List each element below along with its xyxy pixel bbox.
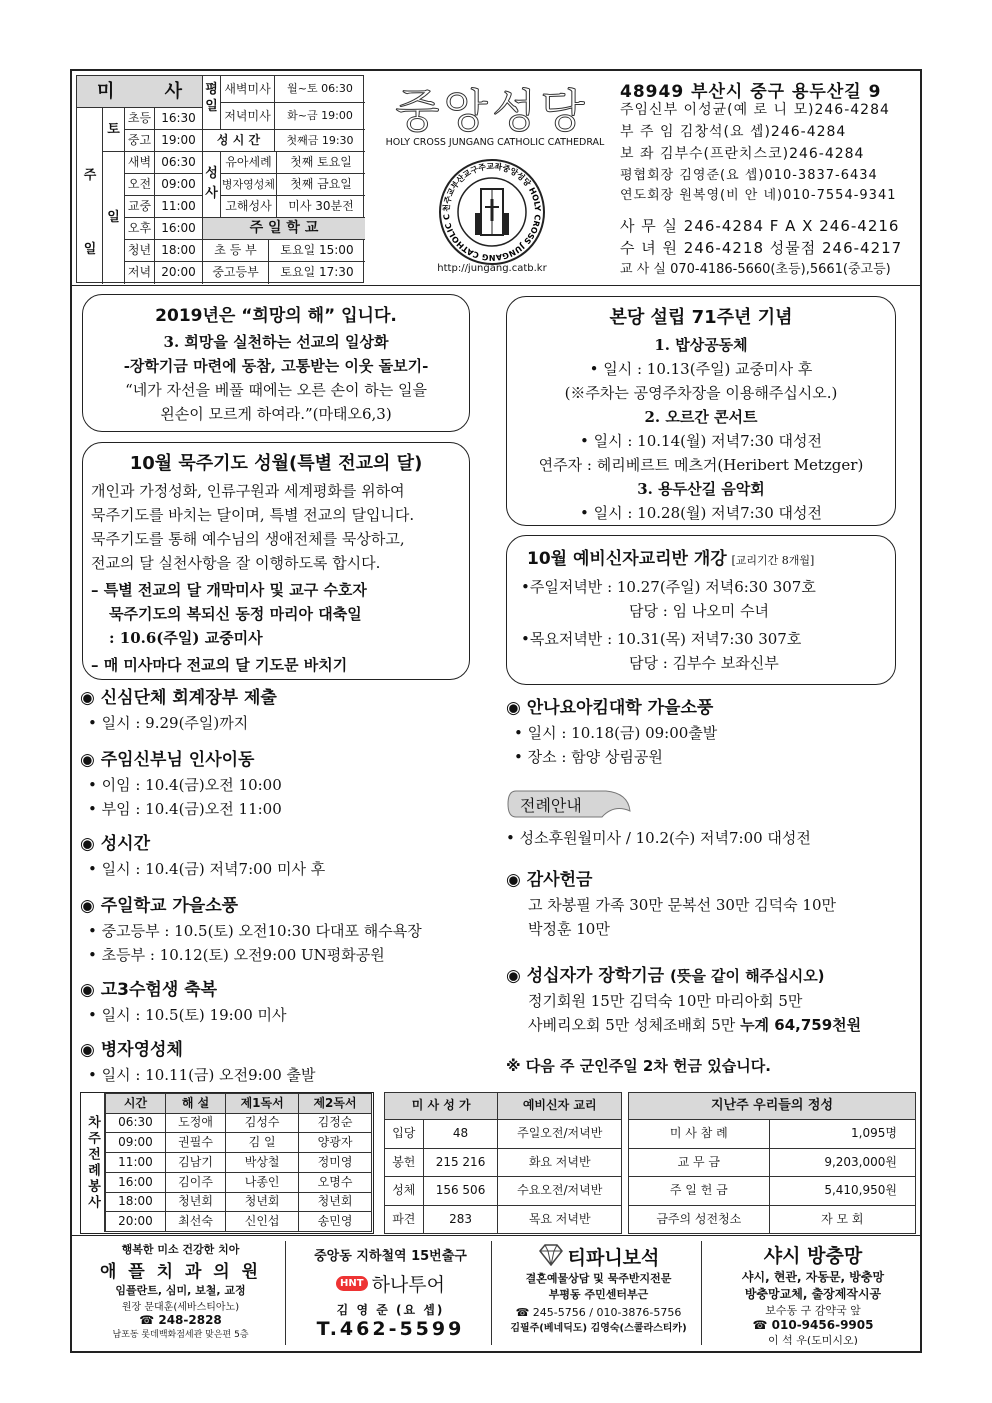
notice-heading: ◉ 주일학교 가을소풍 (80, 896, 239, 916)
ministry-grid: 시간 해 설 제1독서 제2독서 06:30 도정애 김성수 김정순 09:00 권필수 김 일 양광자 11:00 김남기 박상철 정미영 16:00 김이주 나종인 오명수 18:00 청년회 청년회 청년회 20:00 최선숙 신인섭 송민영 (105, 1093, 372, 1232)
notice-line: • 장소 : 함양 상림공원 (514, 748, 663, 766)
staff-row: 보 좌 김부수(프란치스코)246-4284 (620, 146, 865, 162)
svg-text:천주교부산교구주교좌중앙성당 HOLY CROSS JUNG: 천주교부산교구주교좌중앙성당 HOLY CROSS JUNGANG CATHOLIC C (441, 161, 543, 263)
rosary-bullet: – 특별 전교의 달 개막미사 및 교구 수호자 (91, 581, 367, 599)
notice-line: • 일시 : 10.5(토) 19:00 미사 (88, 1006, 287, 1024)
hanatour-logo-icon: HNT (336, 1276, 368, 1291)
notice-section (80, 831, 325, 881)
anniversary-item: 3. 용두산길 음악회 (637, 480, 765, 498)
notice-line: 고 차봉필 가족 30만 문복선 30만 김덕숙 10만 (528, 896, 836, 914)
weekday-label: 평일 (203, 76, 221, 130)
notice-heading: ◉ 성십자가 장학기금 (506, 966, 665, 986)
rosary-text: 개인과 가정성화, 인류구원과 세계평화를 위하여 (91, 482, 405, 500)
anniversary-item: (※주차는 공영주차장을 이용해주십시오.) (564, 384, 838, 402)
staff-row: 주임신부 이성균(예 로 니 모)246-4284 (620, 102, 890, 118)
catechumen-class: •주일저녁반 : 10.27(주일) 저녁6:30 307호 (521, 578, 816, 596)
anniversary-title: 본당 설립 71주년 기념 (609, 307, 793, 328)
notice-section (80, 685, 277, 735)
sat-label: 토 (103, 108, 125, 152)
liturgy-tag-label: 전례안내 (520, 796, 582, 815)
contact-row: 수 녀 원 246-4218 성물점 246-4217 (620, 239, 903, 257)
offering-table: 지난주 우리들의 정성 미 사 참 례 1,095명 교 무 금 9,203,000원 주 일 헌 금 5,410,950원 금주의 성전청소 자 모 회 (628, 1092, 916, 1234)
liturgy-line: • 성소후원월미사 / 10.2(수) 저녁7:00 대성전 (506, 829, 811, 847)
sun-label: 일 (103, 152, 125, 284)
catechumen-title: 10월 예비신자교리반 개강 (527, 549, 727, 569)
catechumen-teacher: 담당 : 임 나오미 수녀 (629, 602, 770, 620)
hope-year-subtitle: 3. 희망을 실천하는 선교의 일상화 (163, 333, 389, 351)
notice-line: • 중고등부 : 10.5(토) 오전10:30 다대포 해수욕장 (88, 922, 422, 940)
notice-heading: ◉ 신심단체 회계장부 제출 (80, 688, 277, 708)
church-seal-icon (437, 157, 547, 267)
scholarship-section (506, 963, 861, 1037)
rosary-bullet: 묵주기도의 복되신 동정 마리아 대축일 (109, 605, 362, 623)
notice-section (80, 1037, 316, 1087)
hope-year-quote: 왼손이 모르게 하여라.”(마태오6,3) (160, 405, 392, 423)
holy-hour-row: 성 시 간 첫째금 19:30 (203, 130, 365, 152)
rosary-month-box (82, 442, 470, 680)
notice-line: • 이임 : 10.4(금)오전 10:00 (88, 776, 282, 794)
sunday-school-title: 주 일 학 교 (203, 218, 365, 240)
staff-row: 평협회장 김영준(요 셉)010-3837-6434 (620, 168, 878, 183)
dental-clinic-ad: 행복한 미소 건강한 치아 애 플 치 과 의 원 임플란트, 심미, 보철, 교정 원장 문대훈(세바스티아노) ☎ 248-2828 남포동 롯데백화점세관 맞은편 5층 (76, 1241, 286, 1345)
notice-line: 정기회원 15만 김덕숙 10만 마리아회 5만 (528, 992, 803, 1010)
staff-row: 부 주 임 김창석(요 셉)246-4284 (620, 124, 847, 140)
hope-year-title: 2019년은 “희망의 해” 입니다. (155, 306, 397, 326)
diamond-icon (538, 1244, 564, 1270)
ministry-table (80, 1092, 374, 1234)
notice-heading: ◉ 병자영성체 (80, 1040, 183, 1060)
anniversary-item: • 일시 : 10.13(주일) 교중미사 후 (589, 360, 813, 378)
anniversary-item: • 일시 : 10.28(월) 저녁7:30 대성전 (580, 504, 822, 522)
scholarship-total: 누계 64,759천원 (740, 1016, 862, 1034)
next-week-notice: ※ 다음 주 군인주일 2차 헌금 있습니다. (506, 1057, 771, 1075)
anniversary-item: • 일시 : 10.14(월) 저녁7:30 대성전 (580, 432, 822, 450)
church-name: 중앙성당 (395, 84, 589, 138)
travel-agency-ad: 중앙동 지하철역 15번출구 HNT 하나투어 김 영 준 (요 셉) T.462-5599 (290, 1241, 492, 1345)
church-url: http://jungang.catb.kr (437, 263, 547, 274)
hope-year-subtitle2: -장학기금 마련에 동참, 고통받는 이웃 돌보기- (123, 357, 429, 375)
notice-section (80, 893, 422, 967)
sat-rows: 초등 16:30 중고 19:00 (125, 108, 203, 152)
staff-row: 연도회장 원복영(비 안 네)010-7554-9341 (620, 188, 897, 203)
mass-title: 미 사 (77, 76, 203, 108)
bulletin-page (70, 69, 922, 1353)
ads-divider (72, 1235, 920, 1236)
contact-row: 교 사 실 070-4186-5660(초등),5661(중고등) (620, 262, 891, 277)
notice-line: • 부임 : 10.4(금)오전 11:00 (88, 800, 282, 818)
notice-line: • 일시 : 9.29(주일)까지 (88, 714, 249, 732)
jewelry-ad: 티파니보석 결혼예물상담 및 묵주반지전문 부평동 주민센터부근 ☎ 245-5756 / 010-3876-5756 김필주(베네딕도) 김영숙(스콜라스티카) (496, 1241, 702, 1345)
sacrament-label: 성사 (203, 152, 221, 218)
sunday-col: 주 일 (77, 108, 103, 284)
mass-grid (76, 75, 364, 283)
notice-heading: ◉ 주임신부님 인사이동 (80, 750, 255, 770)
weekday-rows: 새벽미사 월~토 06:30 저녁미사 화~금 19:00 (221, 76, 365, 130)
hope-year-box (82, 294, 470, 432)
sunday-school-rows: 초 등 부 토요일 15:00 중고등부 토요일 17:30 (203, 240, 365, 284)
window-screen-ad: 샤시 방충망 샤시, 현관, 자동문, 방충망 방충망교체, 출장제작시공 보수동 구 감약국 앞 ☎ 010-9456-9905 이 석 우(도미시오) (741, 1245, 885, 1345)
anniversary-item: 연주자 : 헤리베르트 메츠거(Heribert Metzger) (538, 456, 864, 474)
liturgy-tag (506, 789, 632, 819)
anniversary-box (506, 296, 896, 526)
header-divider (72, 285, 920, 286)
ministry-label: 차주전례봉사 (81, 1093, 105, 1232)
notice-section (506, 695, 717, 769)
notice-line: • 일시 : 10.11(금) 오전9:00 출발 (88, 1066, 316, 1084)
contact-row: 사 무 실 246-4284 F A X 246-4216 (620, 217, 900, 235)
rosary-bullet: – 매 미사마다 전교의 달 기도문 바치기 (91, 656, 348, 674)
hope-year-quote: “네가 자선을 베풀 때에는 오른 손이 하는 일을 (125, 381, 427, 399)
notice-section (80, 747, 282, 821)
rosary-text: 묵주기도를 통해 예수님의 생애전체를 묵상하고, (91, 530, 405, 548)
notice-heading-note: (뜻을 같이 해주십시오) (669, 967, 825, 985)
notice-section (80, 977, 287, 1027)
anniversary-item: 2. 오르간 콘서트 (644, 408, 758, 426)
catechumen-box (506, 535, 896, 685)
rosary-month-title: 10월 묵주기도 성월(특별 전교의 달) (129, 453, 423, 474)
sun-rows: 새벽 06:30 오전 09:00 교중 11:00 오후 16:00 청년 18:00 저녁 20:00 (125, 152, 203, 284)
catechumen-class: •목요저녁반 : 10.31(목) 저녁7:30 307호 (521, 630, 802, 648)
church-english-name: HOLY CROSS JUNGANG CATHOLIC CATHEDRAL (385, 137, 605, 148)
notice-heading: ◉ 감사헌금 (506, 870, 593, 890)
notice-line: • 초등부 : 10.12(토) 오전9:00 UN평화공원 (88, 946, 385, 964)
notice-line: • 일시 : 10.18(금) 09:00출발 (514, 724, 718, 742)
notice-line: • 일시 : 10.4(금) 저녁7:00 미사 후 (88, 860, 326, 878)
notice-heading: ◉ 성시간 (80, 834, 151, 854)
notice-heading: ◉ 안나요아킴대학 가을소풍 (506, 698, 714, 718)
catechumen-teacher: 담당 : 김부수 보좌신부 (629, 654, 779, 672)
notice-heading: ◉ 고3수험생 축복 (80, 980, 218, 1000)
rosary-text: 전교의 달 실천사항을 잘 이행하도록 합시다. (91, 554, 381, 572)
catechumen-period: [교리기간 8개월] (731, 554, 815, 567)
rosary-text: 묵주기도를 바치는 달이며, 특별 전교의 달입니다. (91, 506, 415, 524)
thanks-offering-section (506, 867, 836, 941)
notice-line: 박정훈 10만 (528, 920, 610, 938)
rosary-bullet: : 10.6(주일) 교중미사 (109, 629, 263, 647)
church-address: 48949 부산시 중구 용두산길 9 (620, 82, 882, 102)
notice-line: 사베리오회 5만 성체조배회 5만 (528, 1016, 736, 1034)
sacrament-rows: 유아세례 첫째 토요일 병자영성체 첫째 금요일 고해성사 미사 30분전 (221, 152, 365, 218)
hymn-table: 미 사 성 가 예비신자 교리 입당 48 주일오전/저녁반 봉헌 215 216 화요 저녁반 성체 156 506 수요오전/저녁반 파견 283 목요 저녁반 (384, 1092, 622, 1234)
anniversary-item: 1. 밥상공동체 (654, 336, 748, 354)
